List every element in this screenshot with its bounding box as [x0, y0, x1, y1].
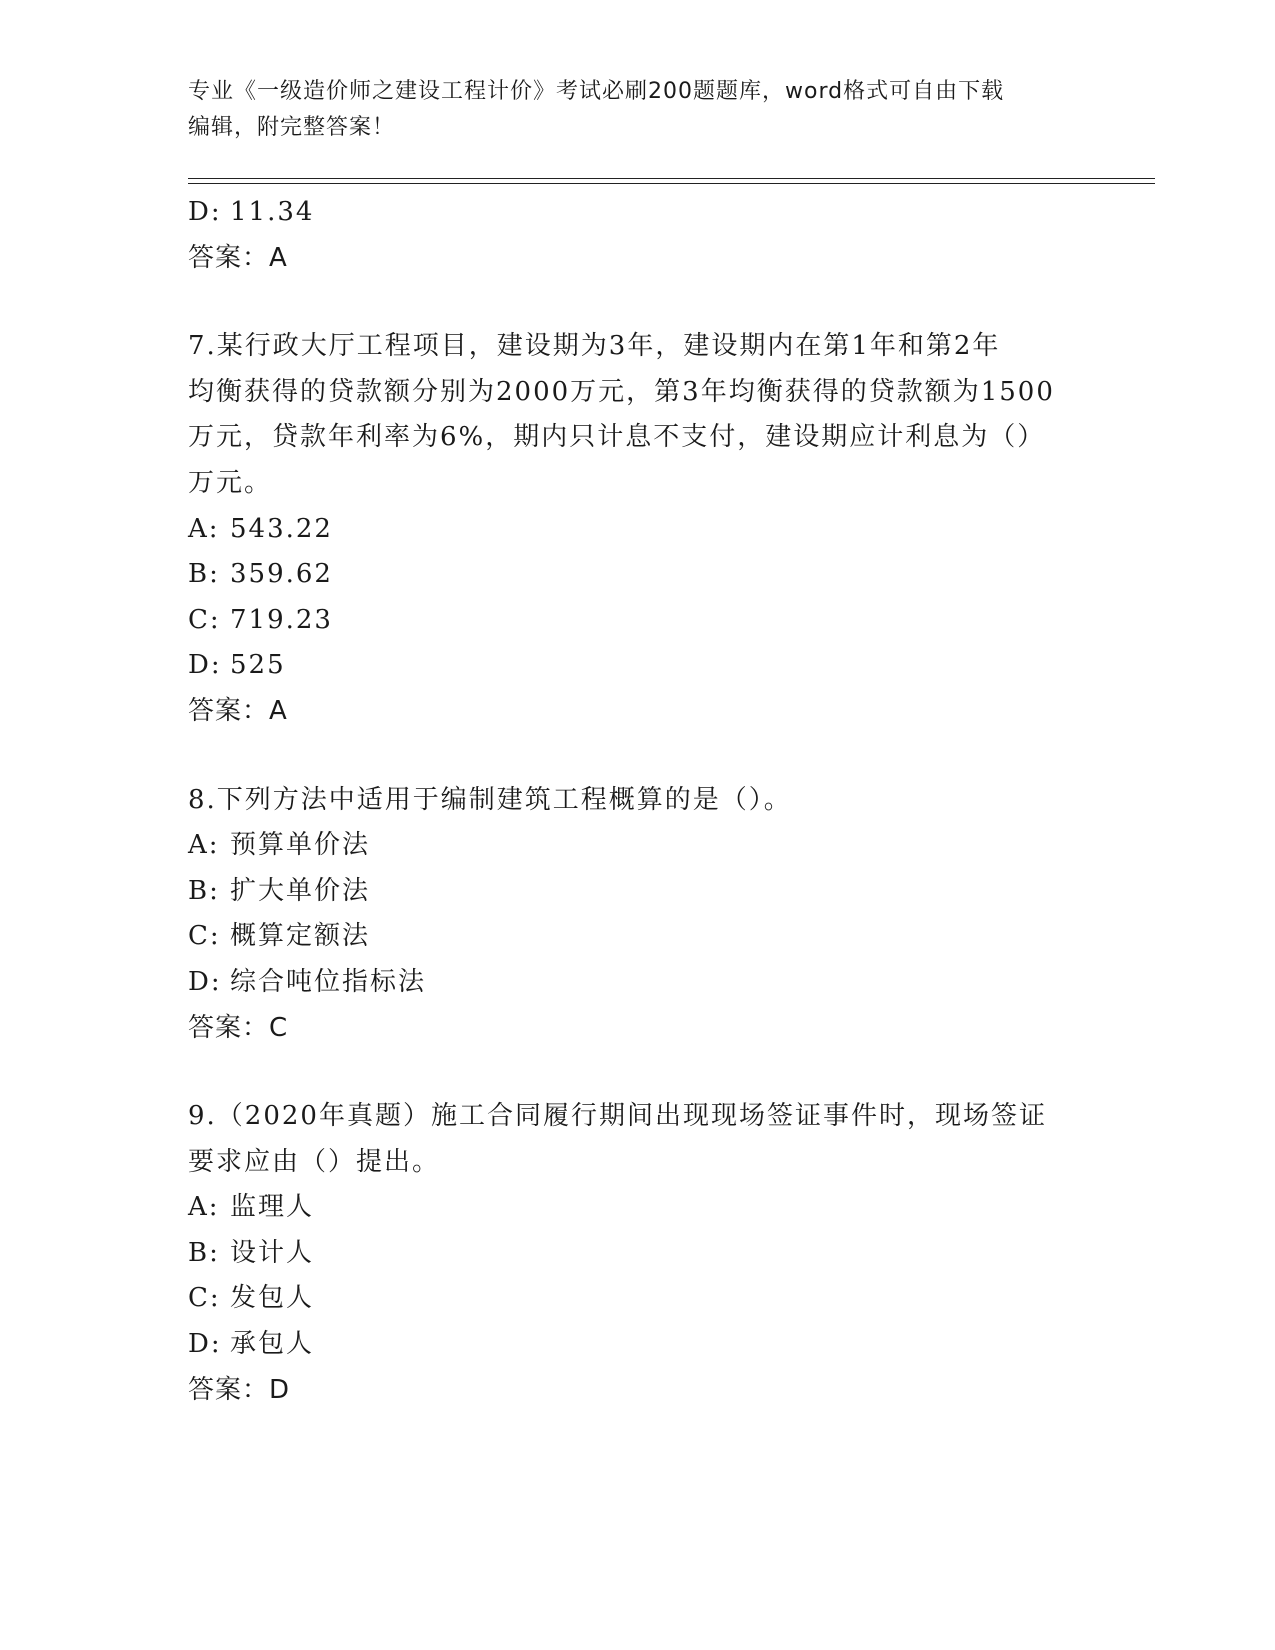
option-text: 设计人 — [230, 1237, 315, 1268]
option-key: D: — [188, 1329, 222, 1360]
spacer — [188, 281, 1088, 324]
question-8-option-b — [188, 869, 1088, 915]
question-7-line-1: 7.某行政大厅工程项目，建设期为3年，建设期内在第1年和第2年 — [188, 331, 1001, 362]
option-key: A: — [188, 1192, 220, 1223]
header-divider-top — [188, 178, 1155, 179]
option-text: 综合吨位指标法 — [230, 966, 427, 997]
option-text: 11.34 — [230, 197, 315, 227]
question-7-line-4: 万元。 — [188, 467, 273, 498]
spacer — [188, 735, 1088, 778]
option-text: 概算定额法 — [230, 921, 371, 952]
question-7-answer: 答案：A — [188, 695, 288, 726]
option-key: D: — [188, 966, 222, 997]
option-key: B: — [188, 559, 220, 590]
option-key: C: — [188, 1283, 221, 1314]
option-text: 承包人 — [230, 1329, 315, 1360]
question-8-answer: 答案：C — [188, 1012, 289, 1043]
question-7 — [188, 324, 1088, 734]
question-9-line-1: 9.（2020年真题）施工合同履行期间出现现场签证事件时，现场签证 — [188, 1101, 1047, 1132]
option-key: C: — [188, 604, 221, 635]
option-text: 359.62 — [230, 559, 333, 590]
question-8-option-d — [188, 960, 1088, 1006]
question-8-line-1: 8.下列方法中适用于编制建筑工程概算的是（）。 — [188, 784, 792, 815]
question-8 — [188, 778, 1088, 1052]
question-9-option-b — [188, 1231, 1088, 1277]
option-key: A: — [188, 513, 220, 544]
option-key: C: — [188, 921, 221, 952]
question-7-line-2: 均衡获得的贷款额分别为2000万元，第3年均衡获得的贷款额为1500 — [188, 376, 1055, 407]
option-text: 监理人 — [230, 1192, 315, 1223]
option-key: A: — [188, 830, 220, 861]
option-text: 扩大单价法 — [230, 875, 371, 906]
option-text: 发包人 — [230, 1283, 315, 1314]
option-key: B: — [188, 875, 220, 906]
header-divider-bottom — [188, 183, 1155, 184]
option-text: 525 — [230, 650, 286, 681]
option-key: B: — [188, 1237, 220, 1268]
option-key: D: — [188, 197, 222, 227]
question-9-option-d — [188, 1322, 1088, 1368]
question-7-option-d — [188, 643, 1088, 689]
prev-option-d — [188, 190, 1088, 236]
question-9-answer: 答案：D — [188, 1374, 291, 1405]
question-9-option-c — [188, 1276, 1088, 1322]
question-7-line-3: 万元，贷款年利率为6%，期内只计息不支付，建设期应计利息为（） — [188, 422, 1046, 453]
prev-answer: 答案：A — [188, 242, 288, 273]
question-7-option-c — [188, 598, 1088, 644]
option-key: D: — [188, 650, 222, 681]
question-9-line-2: 要求应由（）提出。 — [188, 1146, 441, 1177]
spacer — [188, 1051, 1088, 1094]
question-8-option-c — [188, 914, 1088, 960]
question-8-option-a — [188, 823, 1088, 869]
question-9-option-a — [188, 1185, 1088, 1231]
option-text: 719.23 — [230, 604, 333, 635]
question-content — [188, 190, 1088, 1413]
question-7-option-a — [188, 507, 1088, 553]
option-text: 543.22 — [230, 513, 333, 544]
header-line-1: 专业《一级造价师之建设工程计价》考试必刷200题题库，word格式可自由下载 — [188, 79, 1005, 104]
question-9 — [188, 1094, 1088, 1413]
question-7-option-b — [188, 552, 1088, 598]
header-line-2: 编辑，附完整答案！ — [188, 115, 396, 140]
document-header — [188, 74, 1068, 146]
option-text: 预算单价法 — [230, 830, 371, 861]
